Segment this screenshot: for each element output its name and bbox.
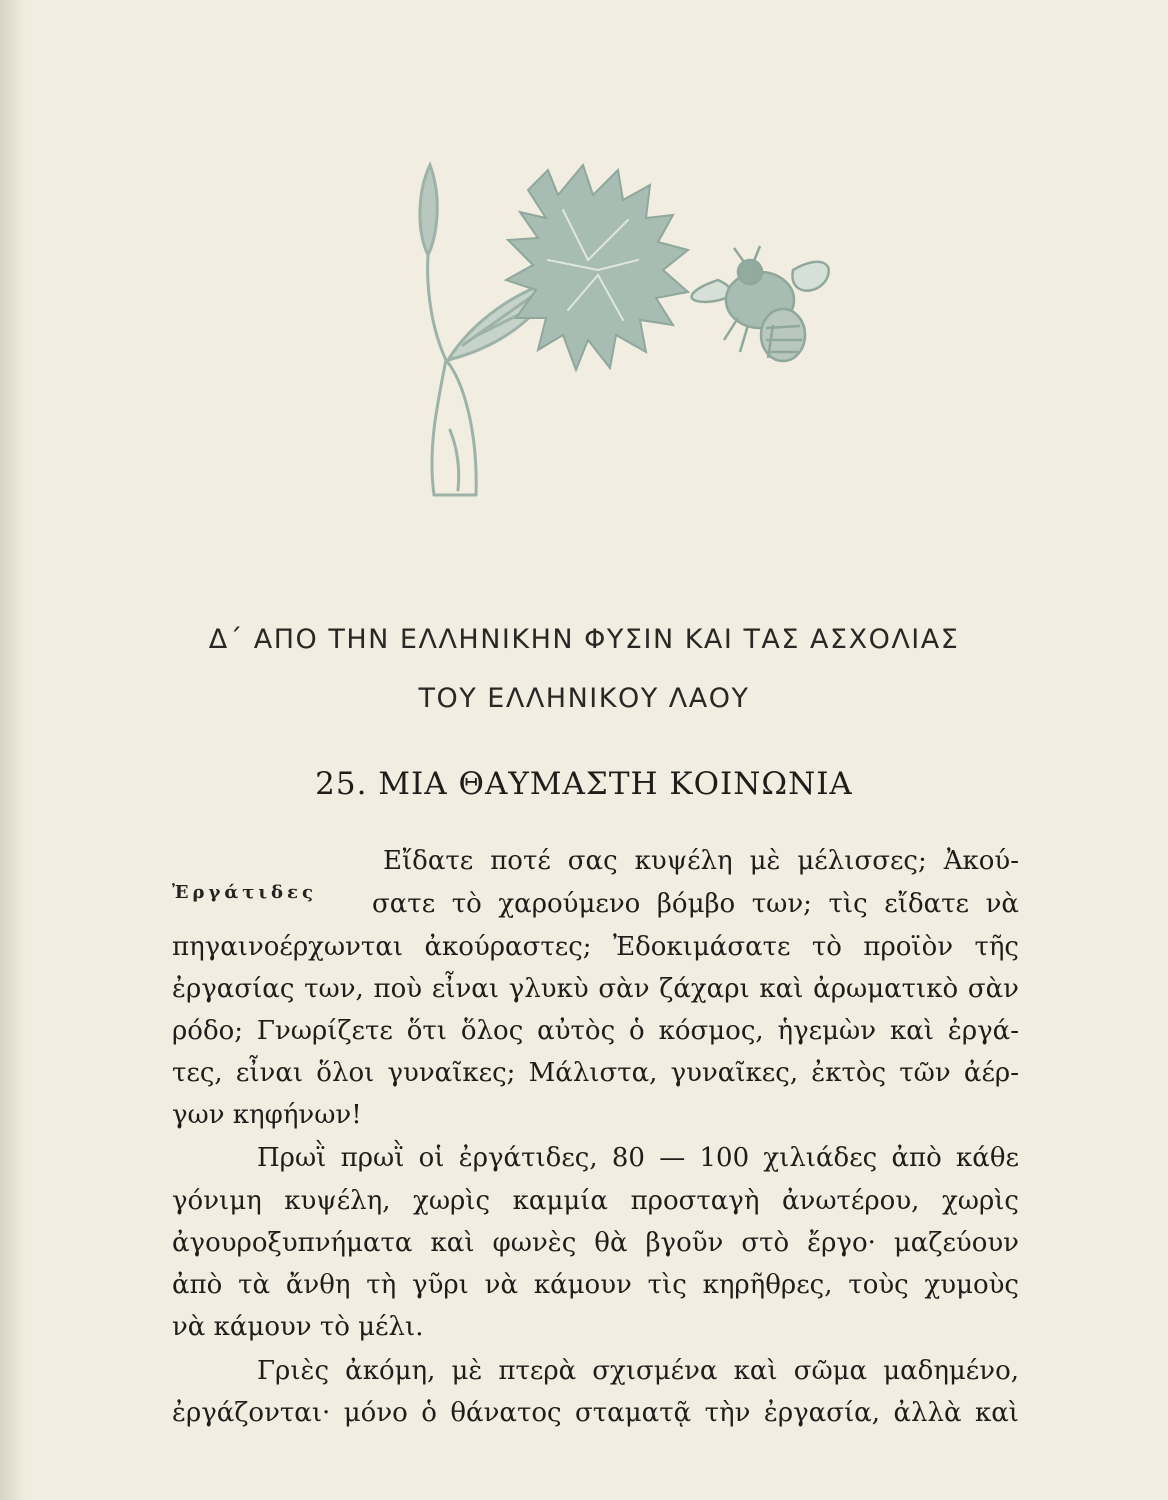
body-line-10: ἀγουροξυπνήματα καὶ φωνὲς θὰ βγοῦν στὸ ἔργο· μαζεύουν bbox=[172, 1228, 1019, 1258]
body-line-3: πηγαινοέρχωνται ἀκούραστες; Ἐδοκιμάσατε τὸ προϊὸν τῆς bbox=[172, 932, 1019, 962]
section-heading-line1: Δ΄ ΑΠΟ ΤΗΝ ΕΛΛΗΝΙΚΗΝ ΦΥΣΙΝ ΚΑΙ ΤΑΣ ΑΣΧΟΛΙΑΣ bbox=[208, 624, 960, 655]
body-line-14: ἐργάζονται· μόνο ὁ θάνατος σταματᾷ τὴν ἐργασία, ἀλλὰ καὶ bbox=[172, 1398, 1019, 1428]
chapter-title: 25. ΜΙΑ ΘΑΥΜΑΣΤΗ ΚΟΙΝΩΝΙΑ bbox=[315, 766, 853, 802]
body-line-9: γόνιμη κυψέλη, χωρὶς καμμία προσταγὴ ἀνωτέρου, χωρὶς bbox=[172, 1186, 1019, 1216]
bee-icon bbox=[692, 246, 829, 361]
body-line-7: γων κηφήνων! bbox=[172, 1100, 362, 1130]
body-line-11: ἀπὸ τὰ ἄνθη τὴ γῦρι νὰ κάμουν τὶς κηρῆθρες, τοὺς χυμοὺς bbox=[172, 1270, 1019, 1300]
body-line-4: ἐργασίας των, ποὺ εἶναι γλυκὺ σὰν ζάχαρι καὶ ἀρωματικὸ σὰν bbox=[172, 974, 1019, 1004]
body-line-2: σατε τὸ χαρούμενο βόμβο των; τὶς εἴδατε νὰ bbox=[372, 889, 1019, 919]
body-line-8: Πρωῒ πρωῒ οἱ ἐργάτιδες, 80 — 100 χιλιάδες ἀπὸ κάθε bbox=[257, 1143, 1019, 1173]
section-heading-line2: ΤΟΥ ΕΛΛΗΝΙΚΟΥ ΛΑΟΥ bbox=[418, 683, 750, 714]
body-line-6: τες, εἶναι ὅλοι γυναῖκες; Μάλιστα, γυναῖκες, ἐκτὸς τῶν ἀέρ- bbox=[172, 1058, 1019, 1088]
carnation-flower-icon bbox=[420, 165, 688, 495]
body-line-1: Εἴδατε ποτέ σας κυψέλη μὲ μέλισσες; Ἀκού- bbox=[383, 846, 1019, 876]
carnation-and-bee-illustration bbox=[388, 130, 858, 530]
body-line-5: ρόδο; Γνωρίζετε ὅτι ὅλος αὐτὸς ὁ κόσμος, ἡγεμὼν καὶ ἐργά- bbox=[172, 1016, 1019, 1046]
body-line-13: Γριὲς ἀκόμη, μὲ πτερὰ σχισμένα καὶ σῶμα μαδημένο, bbox=[257, 1356, 1019, 1386]
margin-note: Ἐργάτιδες bbox=[172, 882, 317, 903]
body-line-12: νὰ κάμουν τὸ μέλι. bbox=[172, 1312, 424, 1342]
page-edge-shadow bbox=[0, 0, 26, 1500]
